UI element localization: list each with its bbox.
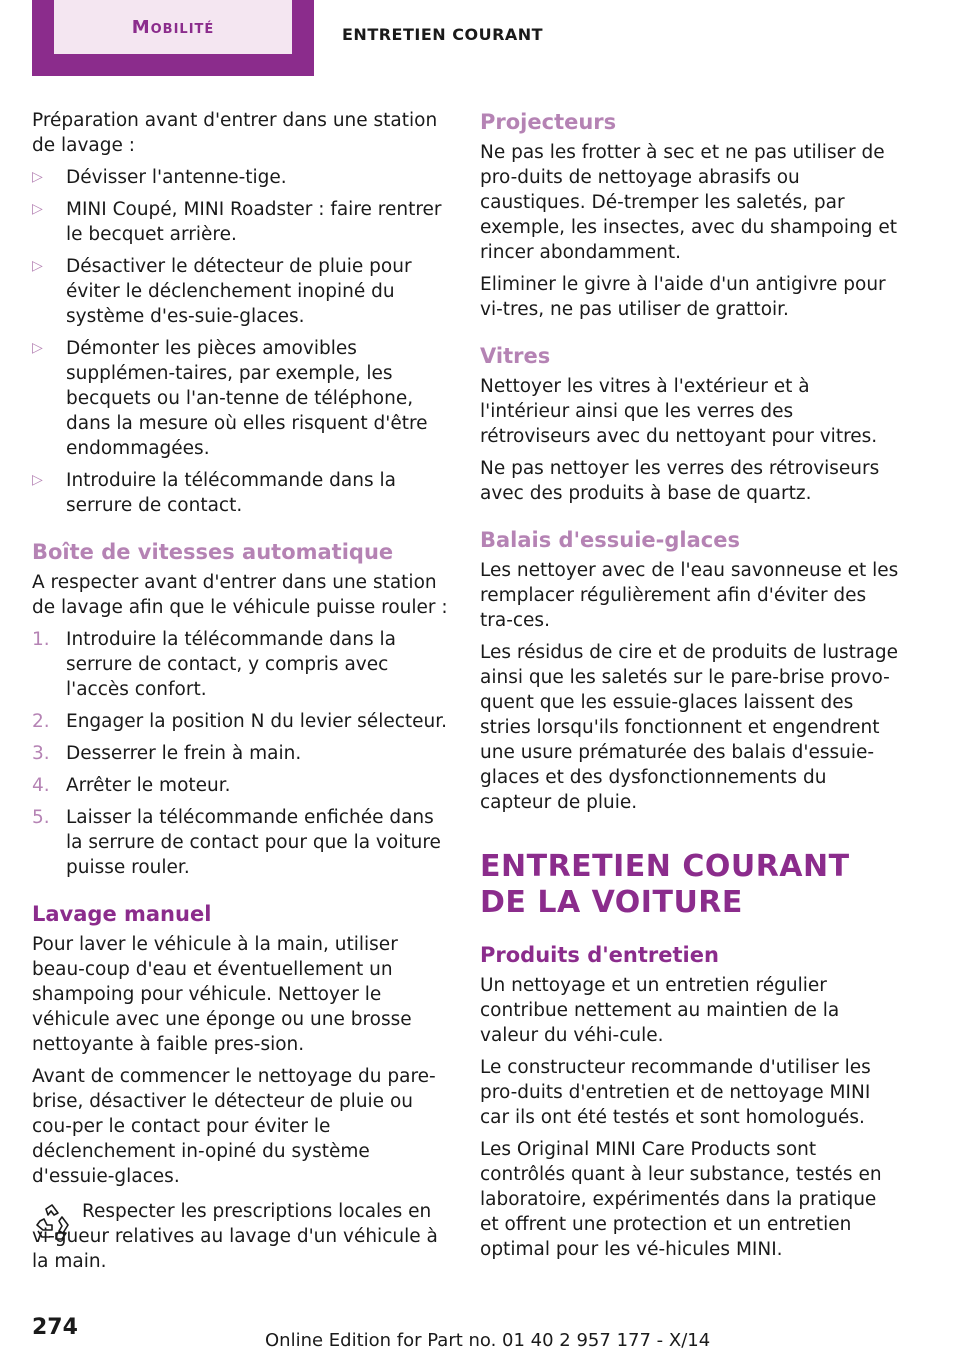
list-item: 4. Arrêter le moteur. <box>32 775 231 796</box>
triangle-bullet-icon: ▷ <box>32 340 43 356</box>
heading-windows: Vitres <box>480 344 551 368</box>
recycle-icon <box>32 1203 72 1243</box>
triangle-bullet-icon: ▷ <box>32 201 43 217</box>
wiper-paragraph-2: Les résidus de cire et de produits de lustrage ainsi que les saletés sur le pare-brise provo-quent que les essuie-glaces laissent des stries lorsqu'ils fonctionnent et engendrent une usure prématurée des balais d'essuie-glaces et des dysfonctionnements du capteur de pluie. <box>480 642 899 813</box>
section-heading-car-care: ENTRETIEN COURANT DE LA VOITURE <box>480 849 850 920</box>
chapter-title: Mobilité <box>54 0 292 54</box>
heading-automatic-gearbox: Boîte de vitesses automatique <box>32 540 394 564</box>
automatic-steps-list <box>32 627 448 880</box>
heading-wiper-blades: Balais d'essuie-glaces <box>480 528 740 552</box>
list-item: ▷ Démonter les pièces amovibles supplémen-taires, par exemple, les becquets ou l'an-tenne de téléphone, dans la mesure où elles risquent d'être endommagées. <box>32 338 428 459</box>
products-paragraph-1: Un nettoyage et un entretien régulier contribue nettement au maintien de la valeur du véhi-cule. <box>480 975 840 1046</box>
products-paragraph-3: Les Original MINI Care Products sont contrôlés quant à leur substance, testés en laboratoire, expérimentés dans la pratique et offrent une protection et un entretien optimal pour les vé-hicules MINI. <box>480 1139 882 1260</box>
headlights-paragraph-2: Eliminer le givre à l'aide d'un antigivre pour vi-tres, ne pas utiliser de grattoir. <box>480 274 886 320</box>
heading-manual-wash: Lavage manuel <box>32 902 212 926</box>
heading-care-products: Produits d'entretien <box>480 943 719 967</box>
note-text: Respecter les prescriptions locales en vi-gueur relatives au lavage d'un véhicule à la main. <box>32 1201 438 1272</box>
car-wash-intro: Préparation avant d'entrer dans une station de lavage : <box>32 110 438 156</box>
list-item: 3. Desserrer le frein à main. <box>32 743 302 764</box>
triangle-bullet-icon: ▷ <box>32 258 43 274</box>
list-item: 5. Laisser la télécommande enfichée dans la serrure de contact pour que la voiture puisse rouler. <box>32 807 441 878</box>
list-item: 1. Introduire la télécommande dans la serrure de contact, y compris avec l'accès confort. <box>32 629 396 700</box>
automatic-intro: A respecter avant d'entrer dans une station de lavage afin que le véhicule puisse rouler : <box>32 572 448 618</box>
windows-paragraph-2: Ne pas nettoyer les verres des rétroviseurs avec des produits à base de quartz. <box>480 458 880 504</box>
heading-headlights: Projecteurs <box>480 110 617 134</box>
car-wash-bullet-list <box>32 165 448 518</box>
left-column <box>32 108 448 1281</box>
right-column <box>480 108 900 1269</box>
list-item: ▷ MINI Coupé, MINI Roadster : faire rentrer le becquet arrière. <box>32 199 442 245</box>
list-item: ▷ Désactiver le détecteur de pluie pour éviter le déclenchement inopiné du système d'es-suie-glaces. <box>32 256 412 327</box>
page-number: 274 <box>32 1315 78 1340</box>
triangle-bullet-icon: ▷ <box>32 472 43 488</box>
section-title: ENTRETIEN COURANT <box>342 25 544 44</box>
windows-paragraph-1: Nettoyer les vitres à l'extérieur et à l'intérieur ainsi que les verres des rétroviseurs avec du nettoyant pour vitres. <box>480 376 878 447</box>
manual-paragraph-1: Pour laver le véhicule à la main, utiliser beau-coup d'eau et éventuellement un shampoing pour véhicule. Nettoyer le véhicule avec une éponge ou une brosse nettoyante à faible pres-sion. <box>32 934 412 1055</box>
headlights-paragraph-1: Ne pas les frotter à sec et ne pas utiliser de pro-duits de nettoyage abrasifs ou caustiques. Dé-tremper les saletés, par exemple, les insectes, avec du shampoing et rincer abondamment. <box>480 142 897 263</box>
list-item: 2. Engager la position N du levier sélecteur. <box>32 711 448 732</box>
chapter-tab <box>32 0 314 76</box>
list-item: ▷ Dévisser l'antenne-tige. <box>32 167 287 188</box>
environment-note <box>32 1199 448 1274</box>
list-item: ▷ Introduire la télécommande dans la serrure de contact. <box>32 470 396 516</box>
triangle-bullet-icon: ▷ <box>32 169 43 185</box>
wiper-paragraph-1: Les nettoyer avec de l'eau savonneuse et les remplacer régulièrement afin d'éviter des tra-ces. <box>480 560 899 631</box>
manual-paragraph-2: Avant de commencer le nettoyage du pare-brise, désactiver le détecteur de pluie ou cou-per le contact pour éviter le déclenchement in-opiné du système d'essuie-glaces. <box>32 1066 436 1187</box>
edition-footer: Online Edition for Part no. 01 40 2 957 177 - X/14 <box>265 1330 711 1351</box>
products-paragraph-2: Le constructeur recommande d'utiliser les pro-duits d'entretien et de nettoyage MINI car ils ont été testés et sont homologués. <box>480 1057 871 1128</box>
